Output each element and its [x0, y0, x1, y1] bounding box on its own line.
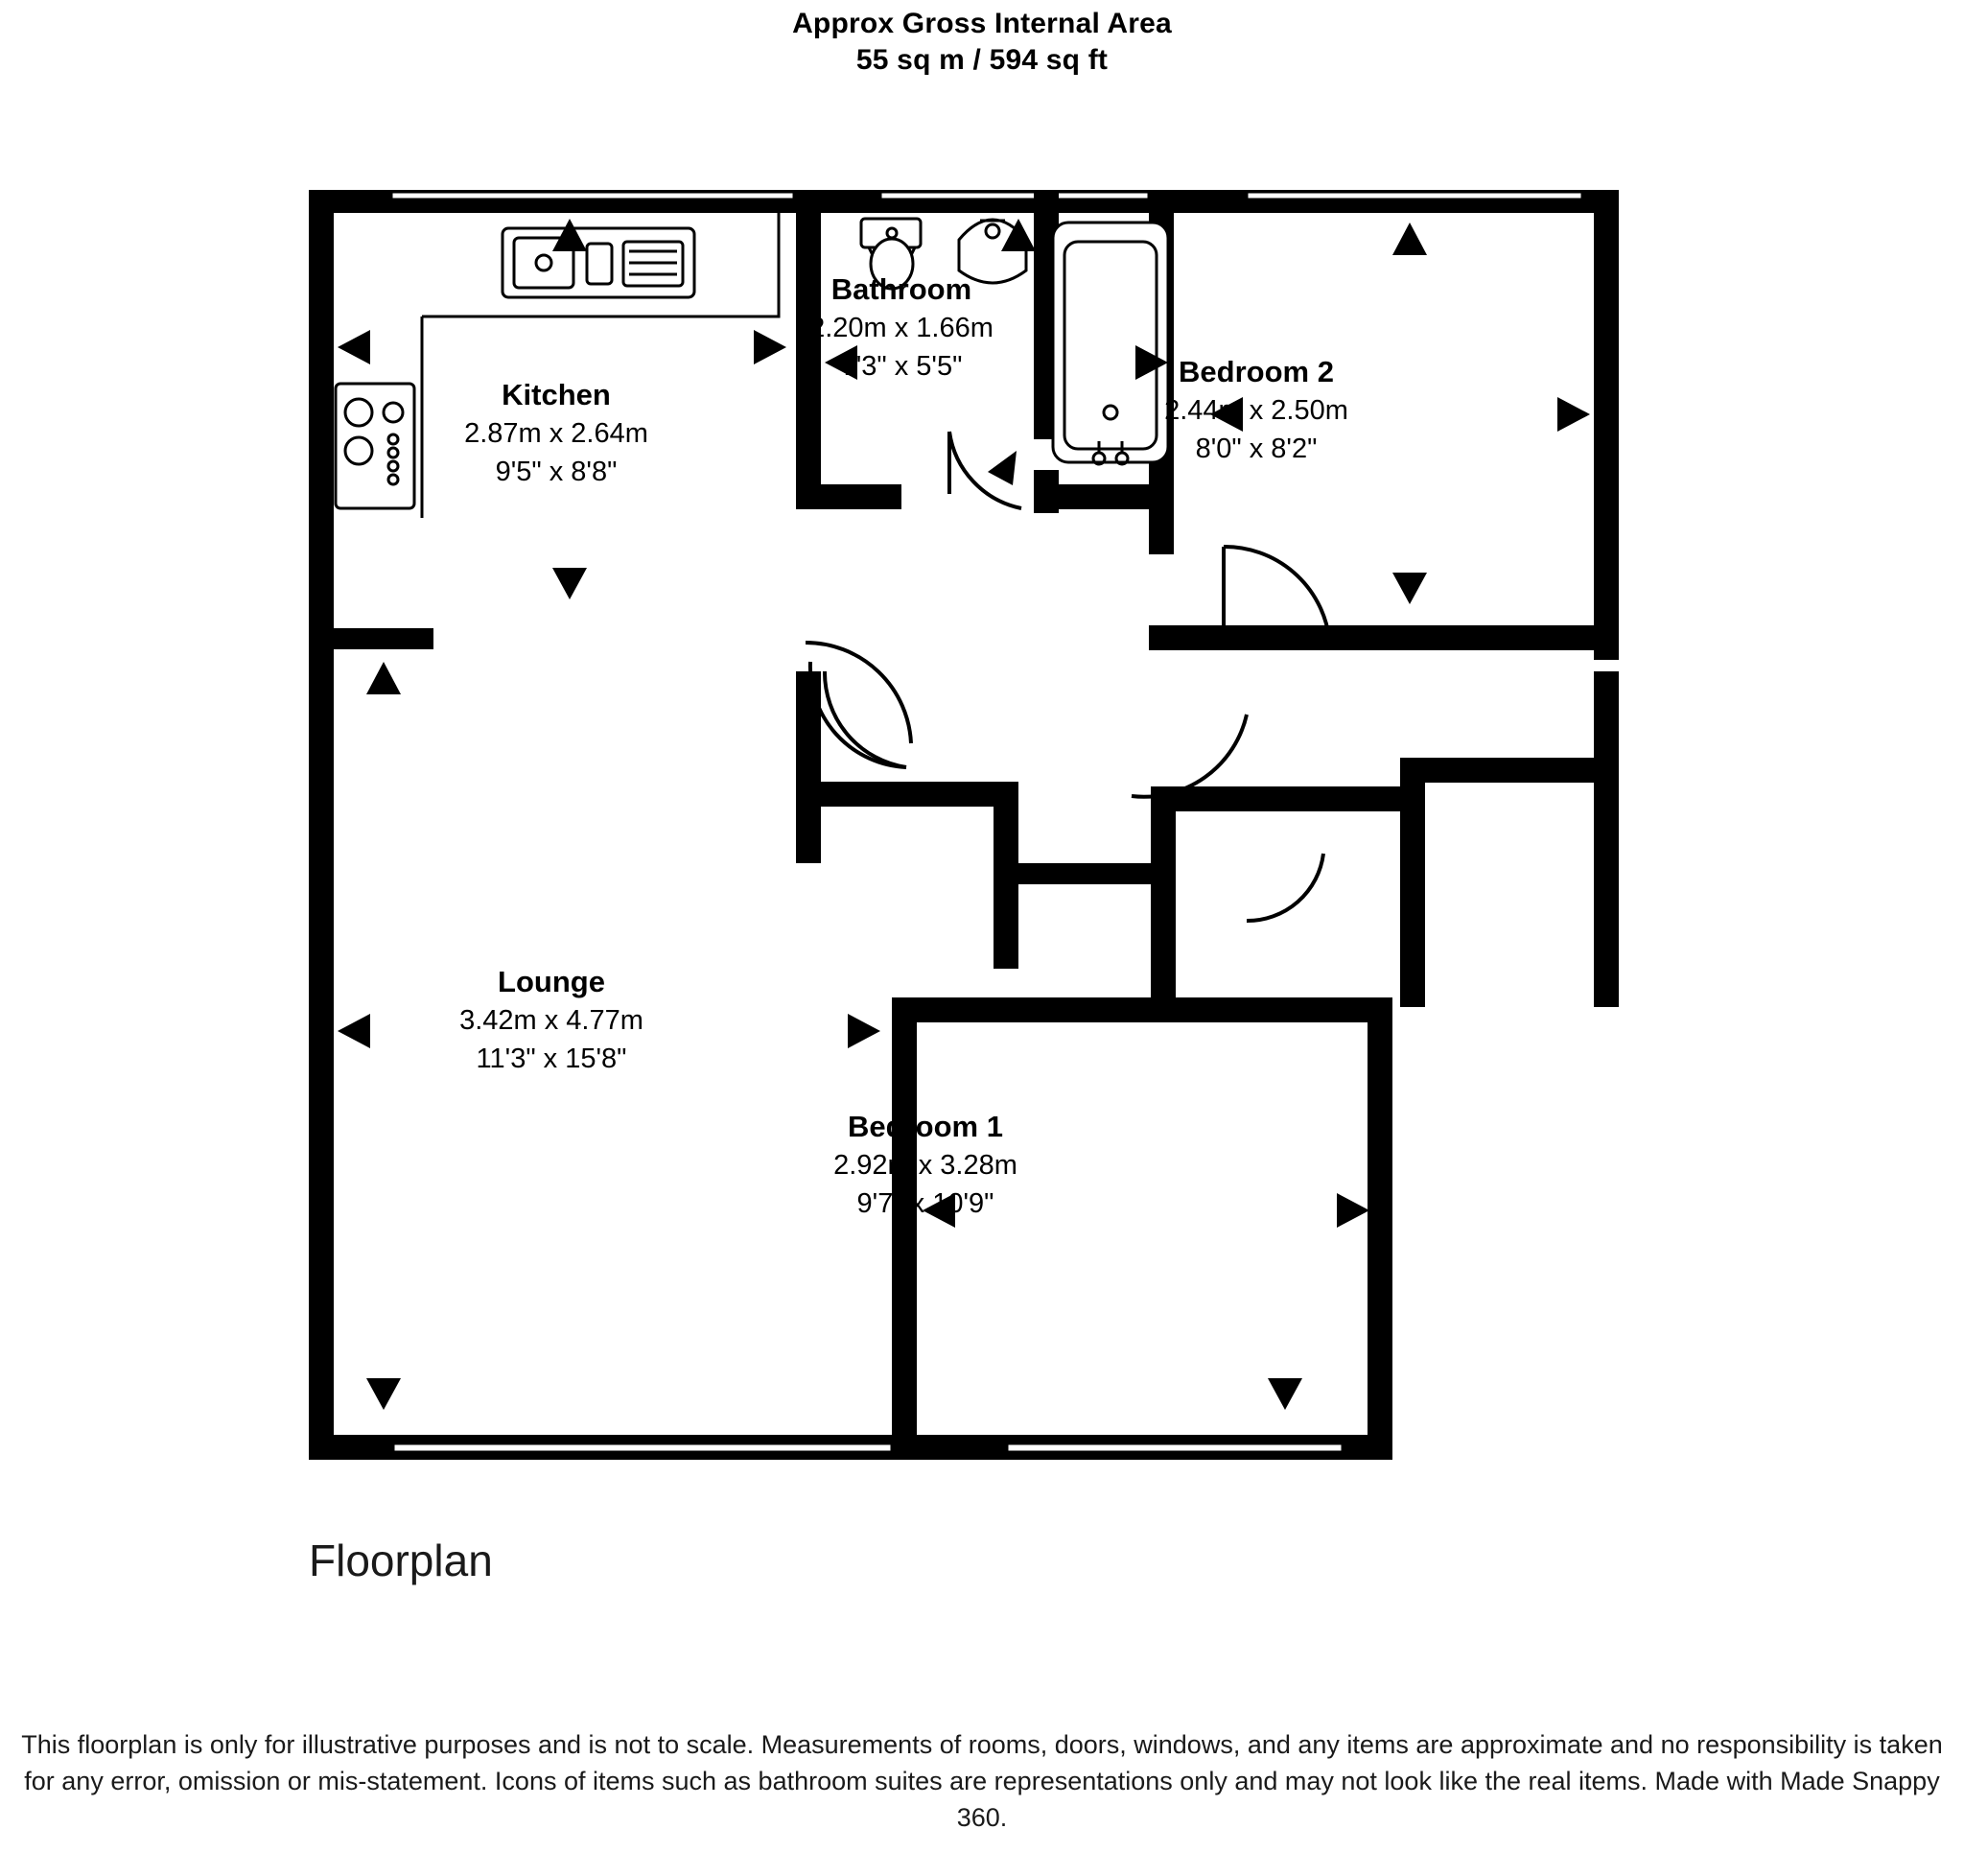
room-name-kitchen: Kitchen [502, 378, 611, 411]
room-dim-metric-bedroom1: 2.92m x 3.28m [833, 1150, 1017, 1181]
room-label-kitchen [364, 376, 748, 491]
floorplan-caption: Floorplan [309, 1536, 493, 1585]
room-dim-imperial-bathroom: 7'3" x 5'5" [840, 351, 963, 382]
room-label-bedroom2 [1055, 353, 1458, 468]
room-name-bathroom: Bathroom [830, 272, 972, 306]
disclaimer-text: This floorplan is only for illustrative purposes and is not to scale. Measurements of rooms, doors, windows, and any items are approximate and no responsibility is taken for any error, omission or mis-statement. Icons of items such as bathroom suites are representations only and may not look like the real items. Made with Made Snappy 360. [21, 1730, 1943, 1832]
room-dim-metric-kitchen: 2.87m x 2.64m [464, 418, 648, 449]
kitchen-sink-icon [503, 228, 694, 297]
room-dim-metric-lounge: 3.42m x 4.77m [459, 1005, 643, 1036]
room-dim-imperial-kitchen: 9'5" x 8'8" [495, 457, 618, 487]
room-dim-imperial-bedroom2: 8'0" x 8'2" [1195, 434, 1318, 464]
plan-title-size: 55 sq m / 594 sq ft [855, 44, 1109, 76]
room-dim-imperial-bedroom1: 9'7" x 10'9" [856, 1188, 994, 1219]
room-dim-metric-bathroom: 2.20m x 1.66m [809, 313, 994, 343]
room-label-lounge [360, 963, 743, 1078]
room-name-lounge: Lounge [498, 965, 605, 998]
room-dim-imperial-lounge: 11'3" x 15'8" [476, 1044, 627, 1074]
room-name-bedroom1: Bedroom 1 [848, 1110, 1003, 1143]
room-label-bedroom1 [714, 1108, 1136, 1223]
plan-title-area: Approx Gross Internal Area [792, 8, 1172, 39]
room-dim-metric-bedroom2: 2.44m x 2.50m [1164, 395, 1348, 426]
room-label-bathroom [710, 270, 1093, 386]
room-name-bedroom2: Bedroom 2 [1179, 355, 1334, 388]
